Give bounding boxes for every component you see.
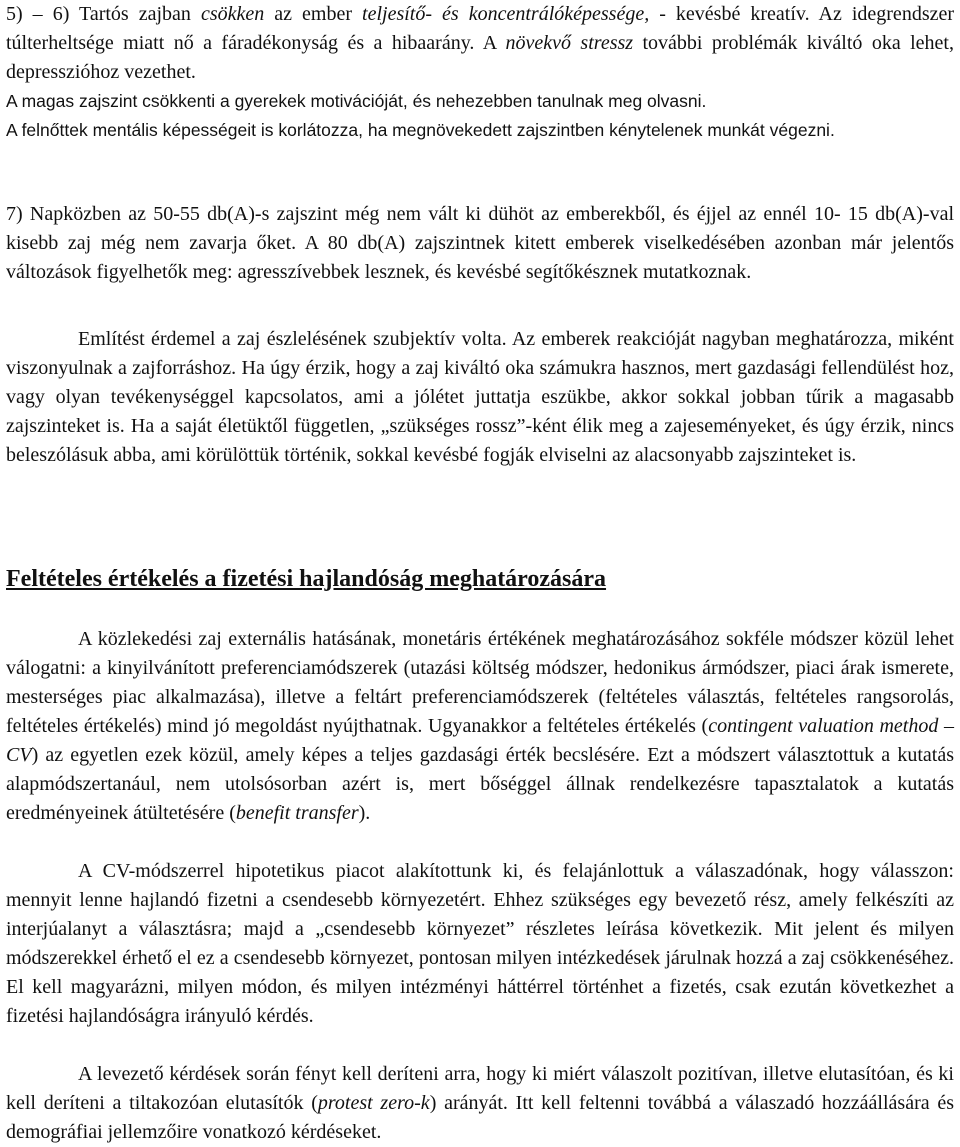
paragraph-item-7: 7) Napközben az 50-55 db(A)-s zajszint még nem vált ki dühöt az emberekből, és éjjel az ennél 10- 15 db(A)-val kisebb zaj még nem zavarja őket. A 80 db(A) zajszintnek kitett emberek viselkedésében azonban már jelentős változások figyelhetők meg: agresszívebbek lesznek, és kevésbé segítőkésznek mutatkoznak. [6, 203, 954, 283]
paragraph-item-5-6: 5) – 6) Tartós zajban csökken az ember teljesítő- és koncentrálóképessége, - kevésbé kreatív. Az idegrendszer túlterheltsége miatt nő a fáradékonyság és a hibaarány. A növekvő stressz további problémák kiváltó oka lehet, depresszióhoz vezethet. [6, 3, 955, 83]
paragraph-cv-method: A CV-módszerrel hipotetikus piacot alakítottunk ki, és felajánlottuk a válaszadónak, hogy válasszon: mennyit lenne hajlandó fizetni a csendesebb környezetért. Ehhez szükséges egy bevezető rész, amely felkészíti az interjúalanyt a választásra; majd a „csendesebb környezet” részletes leírása következik. Mit jelent és milyen módszerekkel érhető el ez a csendesebb környezet, pontosan milyen intézkedések járulnak hozzá a zaj csökkenéséhez. El kell magyarázni, milyen módon, és milyen intézményi háttérrel történhet a fizetés, csak ezután következhet a fizetési hajlandóságra irányuló kérdés. [6, 860, 954, 1027]
paragraph-lead-questions: A levezető kérdések során fényt kell deríteni arra, hogy ki miért válaszolt pozitívan, illetve elutasítóan, és ki kell deríteni a tiltakozóan elutasítók (protest zero-k) arányát. Itt kell feltenni továbbá a válaszadó hozzáállására és demográfiai jellemzőire vonatkozó kérdéseket. [6, 1063, 955, 1143]
paragraph-children: A magas zajszint csökkenti a gyerekek motivációját, és nehezebben tanulnak meg olvasni. [6, 91, 707, 111]
paragraph-adults: A felnőttek mentális képességeit is korlátozza, ha megnövekedett zajszintben kénytelenek munkát végezni. [6, 120, 835, 140]
paragraph-subjective: Említést érdemel a zaj észlelésének szubjektív volta. Az emberek reakcióját nagyban meghatározza, miként viszonyulnak a zajforráshoz. Ha úgy érzik, hogy a zaj kiváltó oka számukra hasznos, mert gazdasági fellendülést hoz, vagy olyan tevékenységgel kapcsolatos, ami a jólétet juttatja eszükbe, akkor sokkal jobban tűrik a magasabb zajszinteket is. Ha a saját életüktől független, „szükséges rossz”-ként élik meg a zajeseményeket, és úgy érzik, nincs beleszólásuk abba, ami körülöttük történik, sokkal kevésbé fogják elviselni az alacsonyabb zajszinteket is. [6, 328, 954, 466]
section-heading: Feltételes értékelés a fizetési hajlandóság meghatározására [6, 566, 607, 592]
paragraph-methods: A közlekedési zaj externális hatásának, monetáris értékének meghatározásához sokféle módszer közül lehet válogatni: a kinyilvánított preferenciamódszerek (utazási költség módszer, hedonikus ármódszer, piaci árak ismerete, mesterséges piac alkalmazása), illetve a feltárt preferenciamódszerek (feltételes választás, feltételes rangsorolás, feltételes értékelés) mind jó megoldást nyújthatnak. Ugyanakkor a feltételes értékelés (contingent valuation method – CV) az egyetlen ezek közül, amely képes a teljes gazdasági érték becslésére. Ezt a módszert választottuk a kutatás alapmódszertanául, nem utolsósorban azért is, mert bőséggel állnak rendelkezésre tapasztalatok a kutatás eredményeinek átültetésére (benefit transfer). [6, 628, 954, 824]
